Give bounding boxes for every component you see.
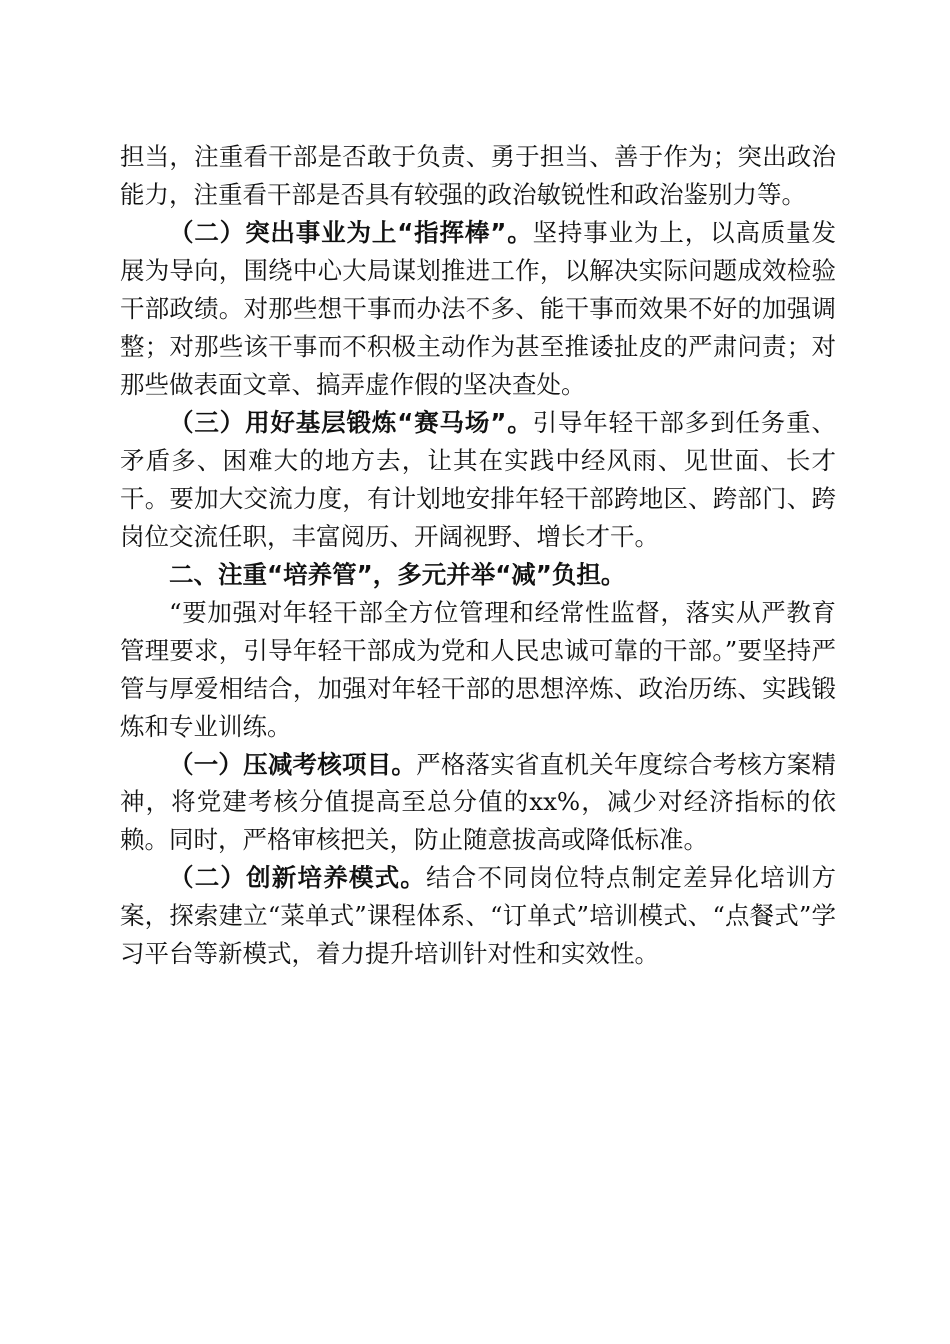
paragraph-quote: [120, 594, 836, 746]
section-heading: 二、注重“培养管”，多元并举“减”负担。: [169, 559, 626, 589]
paragraph-innovate-training: [120, 859, 836, 973]
paragraph-continuation: [120, 138, 836, 214]
paragraph-lead: （二）创新培养模式。: [169, 863, 426, 893]
paragraph-text: 严格落实省直机关年度综合考核方案精神，将党建考核分值提高至总分值的xx%，减少对经济指标的依赖。同时，严格审核把关，防止随意拔高或降低标准。: [120, 749, 837, 855]
document-page: [120, 138, 836, 973]
paragraph-text: “要加强对年轻干部全方位管理和经常性监督，落实从严教育管理要求，引导年轻干部成为党和人民忠诚可靠的干部。”要坚持严管与厚爱相结合，加强对年轻干部的思想淬炼、政治历练、实践锻炼和专业训练。: [120, 597, 836, 741]
paragraph-text: 结合不同岗位特点制定差异化培训方案，探索建立“菜单式”课程体系、“订单式”培训模式、“点餐式”学习平台等新模式，着力提升培训针对性和实效性。: [120, 863, 836, 969]
paragraph-lead: （二）突出事业为上“指挥棒”。: [169, 217, 533, 247]
paragraph-career-first: [120, 214, 836, 404]
paragraph-lead: （一）压减考核项目。: [169, 749, 417, 779]
paragraph-text: 坚持事业为上，以高质量发展为导向，围绕中心大局谋划推进工作，以解决实际问题成效检验干部政绩。对那些想干事而办法不多、能干事而效果不好的加强调整；对那些该干事而不积极主动作为甚至推诿扯皮的严肃问责；对那些做表面文章、搞弄虚作假的坚决查处。: [120, 217, 837, 399]
paragraph-lead: （三）用好基层锻炼“赛马场”。: [169, 407, 533, 437]
paragraph-grassroots-training: [120, 404, 836, 556]
paragraph-text: 引导年轻干部多到任务重、矛盾多、困难大的地方去，让其在实践中经风雨、见世面、长才干。要加大交流力度，有计划地安排年轻干部跨地区、跨部门、跨岗位交流任职，丰富阅历、开阔视野、增长才干。: [120, 407, 837, 551]
paragraph-reduce-assessment: [120, 746, 836, 860]
paragraph-text: 担当，注重看干部是否敢于负责、勇于担当、善于作为；突出政治能力，注重看干部是否具有较强的政治敏锐性和政治鉴别力等。: [120, 142, 836, 209]
